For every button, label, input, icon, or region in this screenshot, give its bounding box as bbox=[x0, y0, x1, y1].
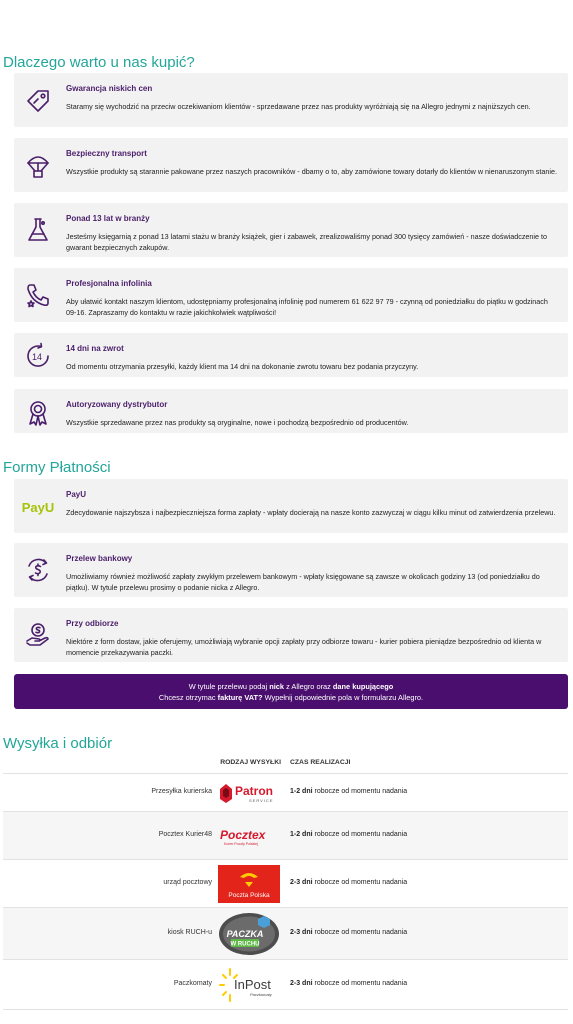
price-tag-icon bbox=[22, 85, 54, 117]
phone-star-icon bbox=[22, 279, 54, 311]
shipping-method-name: urząd pocztowy bbox=[163, 879, 212, 886]
feature-title: Bezpieczny transport bbox=[66, 149, 147, 158]
flask-icon bbox=[22, 214, 54, 246]
svg-text:InPost: InPost bbox=[234, 977, 271, 992]
paczka-w-ruchu-logo bbox=[217, 912, 281, 956]
payment-desc: Umożliwiamy również możliwość zapłaty zwykłym przelewem bankowym - wpłaty księgowane są zawsze w okolicach godziny 13 (od poniedziałku do piątku). W tytule przelewu prosimy o podanie nicka z Allegro. bbox=[66, 572, 540, 592]
feature-desc: Wszystkie sprzedawane przez nas produkty są oryginalne, nowe i pochodzą bezpośrednio od producentów. bbox=[66, 418, 409, 427]
pocztex-logo bbox=[217, 825, 281, 847]
feature-desc: Staramy się wychodzić na przeciw oczekiwaniom klientów - sprzedawane przez nas produkty wyróżniają się na Allegro jednymi z najniższych cen. bbox=[66, 102, 531, 111]
svg-text:Kurier Poczty Polskiej: Kurier Poczty Polskiej bbox=[224, 842, 258, 846]
feature-desc: Aby ułatwić kontakt naszym klientom, udostępniamy profesjonalną infolinię pod numerem 61 622 97 79 - czynną od poniedziałku do piątku w godzinach 09-16. Zapraszamy do kontaktu w razie jakichkolwiek wątpliwości! bbox=[66, 297, 548, 317]
inpost-logo bbox=[217, 965, 281, 1005]
feature-desc: Jesteśmy księgarnią z ponad 13 latami stażu w branży książek, gier i zabawek, zrealizowaliśmy ponad 300 tysięcy zamówień - nasze doświadczenie to gwarant bezpiecznych zakupów. bbox=[66, 232, 547, 252]
shipping-row-parcel-lockers bbox=[3, 960, 568, 1010]
payment-title: PayU bbox=[66, 490, 87, 499]
banner-line-1: W tytule przelewu podaj nick z Allegro oraz dane kupującego bbox=[188, 682, 394, 691]
shipping-table-header bbox=[3, 754, 568, 774]
svg-text:14: 14 bbox=[32, 352, 43, 362]
svg-text:W RUCHU: W RUCHU bbox=[230, 941, 260, 948]
feature-title: Autoryzowany dystrybutor bbox=[66, 400, 168, 409]
delivery-time: 2-3 dni robocze od momentu nadania bbox=[290, 980, 408, 987]
shipping-method-name: Przesyłka kurierska bbox=[151, 788, 212, 795]
feature-title: Ponad 13 lat w branży bbox=[66, 214, 150, 223]
shipping-row-ruch bbox=[3, 908, 568, 960]
feature-desc: Od momentu otrzymania przesyłki, każdy klient ma 14 dni na dokonanie zwrotu towaru bez podania przyczyny. bbox=[66, 362, 419, 371]
feature-title: Gwarancja niskich cen bbox=[66, 84, 153, 93]
feature-card-returns bbox=[14, 333, 568, 377]
column-shipping-type: RODZAJ WYSYŁKI bbox=[220, 759, 281, 766]
parachute-box-icon bbox=[22, 149, 54, 181]
svg-text:SERVICE: SERVICE bbox=[249, 798, 274, 803]
feature-title: 14 dni na zwrot bbox=[66, 344, 124, 353]
feature-card-transport bbox=[14, 138, 568, 192]
why-buy-heading: Dlaczego warto u nas kupić? bbox=[3, 54, 195, 71]
delivery-time: 1-2 dni robocze od momentu nadania bbox=[290, 831, 408, 838]
award-badge-icon bbox=[22, 396, 54, 428]
payment-info-banner bbox=[14, 674, 568, 709]
payment-title: Przelew bankowy bbox=[66, 554, 133, 563]
payu-logo: PayU bbox=[21, 499, 55, 515]
svg-text:Poczta Polska: Poczta Polska bbox=[228, 892, 270, 899]
svg-text:PACZKA: PACZKA bbox=[226, 929, 264, 939]
patron-service-logo bbox=[217, 780, 281, 806]
payment-card-transfer bbox=[14, 543, 568, 597]
poczta-polska-logo bbox=[217, 865, 281, 903]
shipping-row-pocztex bbox=[3, 812, 568, 860]
payment-methods-heading: Formy Płatności bbox=[3, 459, 111, 476]
delivery-time: 2-3 dni robocze od momentu nadania bbox=[290, 879, 408, 886]
shipping-row-post-office bbox=[3, 860, 568, 908]
shipping-heading: Wysyłka i odbiór bbox=[3, 735, 113, 752]
feature-card-experience bbox=[14, 203, 568, 257]
svg-text:Paczkomaty: Paczkomaty bbox=[250, 992, 272, 997]
banner-line-2: Chcesz otrzymac fakturę VAT? Wypełnij odpowiednie pola w formularzu Allegro. bbox=[158, 693, 424, 702]
shipping-row-courier bbox=[3, 774, 568, 812]
feature-title: Profesjonalna infolinia bbox=[66, 279, 152, 288]
feature-card-low-prices bbox=[14, 73, 568, 127]
payment-desc: Zdecydowanie najszybsza i najbezpieczniejsza forma zapłaty - wpłaty docierają na nasze konto zazwyczaj w ciągu kilku minut od zatwierdzenia przelewu. bbox=[66, 508, 556, 517]
payment-card-cod bbox=[14, 608, 568, 662]
delivery-time: 2-3 dni robocze od momentu nadania bbox=[290, 929, 408, 936]
payment-desc: Niektóre z form dostaw, jakie oferujemy, umożliwiają wybranie opcji zapłaty przy odbiorze towaru - kurier pobiera pieniądze bezpośrednio od klienta w momencie przekazywania paczki. bbox=[66, 637, 542, 657]
column-delivery-time: CZAS REALIZACJI bbox=[290, 759, 351, 766]
bank-transfer-icon bbox=[22, 554, 54, 586]
return-14-icon bbox=[22, 340, 54, 372]
feature-card-distributor bbox=[14, 389, 568, 433]
feature-desc: Wszystkie produkty są starannie pakowane przez naszych pracowników - dbamy o to, aby zamówione towary dotarły do klientów w nienaruszonym stanie. bbox=[66, 167, 557, 176]
payment-title: Przy odbiorze bbox=[66, 619, 119, 628]
payment-card-payu bbox=[14, 479, 568, 533]
svg-text:Pocztex: Pocztex bbox=[220, 828, 266, 842]
svg-text:Patron: Patron bbox=[235, 784, 274, 798]
shipping-method-name: kiosk RUCH-u bbox=[167, 929, 212, 936]
shipping-method-name: Pocztex Kurier48 bbox=[158, 831, 212, 838]
shipping-method-name: Paczkomaty bbox=[173, 980, 212, 987]
feature-card-hotline bbox=[14, 268, 568, 322]
cash-hand-icon bbox=[22, 619, 54, 651]
delivery-time: 1-2 dni robocze od momentu nadania bbox=[290, 788, 408, 795]
